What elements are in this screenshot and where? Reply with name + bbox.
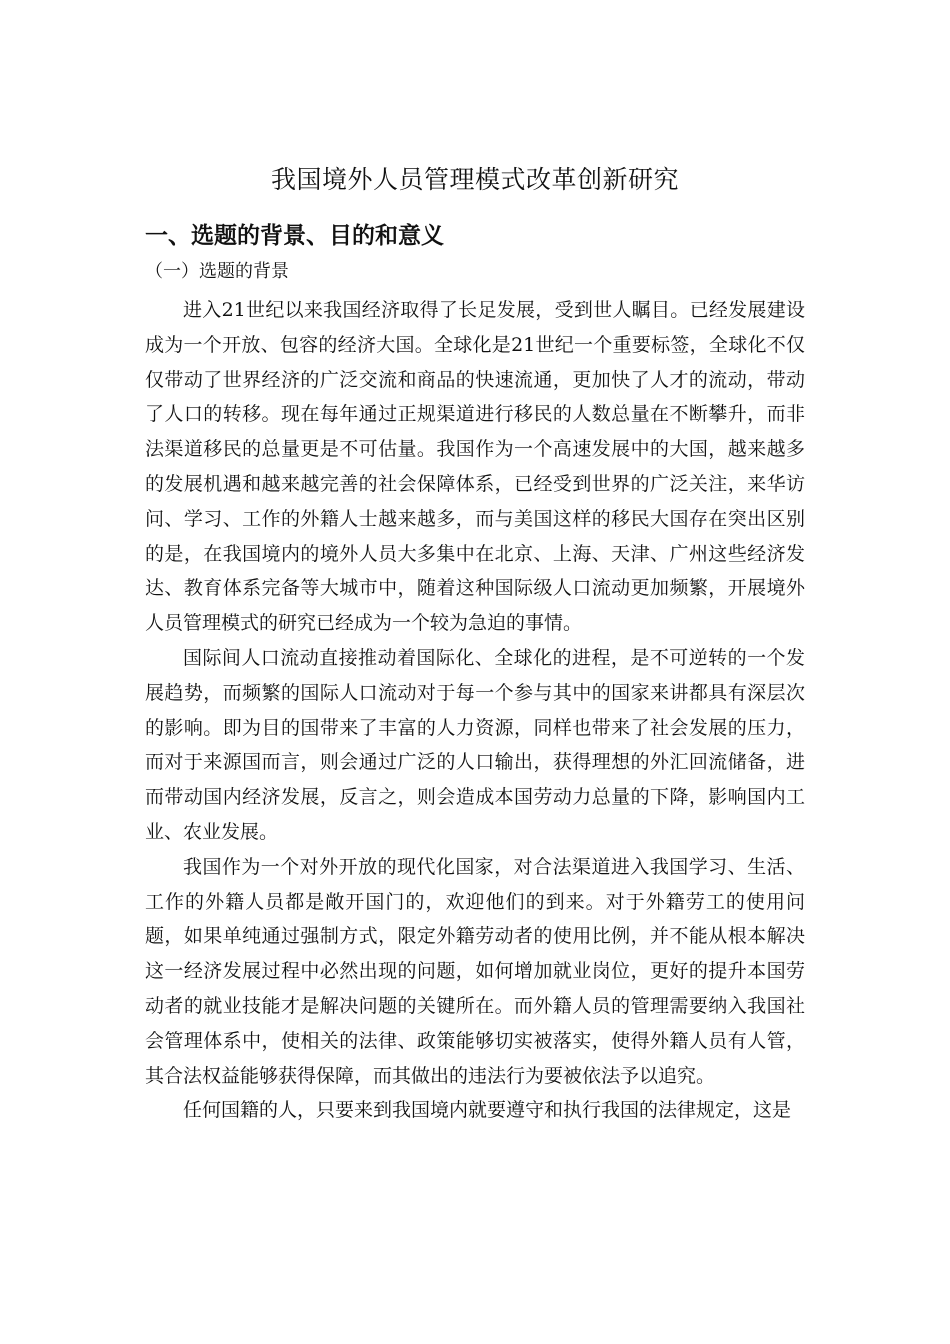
- body-paragraph: 任何国籍的人，只要来到我国境内就要遵守和执行我国的法律规定，这是: [183, 1099, 792, 1122]
- section-heading: 一、选题的背景、目的和意义: [145, 223, 444, 249]
- body-paragraph: 我国作为一个对外开放的现代化国家，对合法渠道进入我国学习、生活、工作的外籍人员都是敞开国门的，欢迎他们的到来。对于外籍劳工的使用问题，如果单纯通过强制方式，限定外籍劳动者的使用比例，并不能从根本解决这一经济发展过程中必然出现的问题，如何增加就业岗位，更好的提升本国劳动者的就业技能才是解决问题的关键所在。而外籍人员的管理需要纳入我国社会管理体系中，使相关的法律、政策能够切实被落实，使得外籍人员有人管，其合法权益能够获得保障，而其做出的违法行为要被依法予以追究。: [145, 855, 805, 1087]
- document-title: 我国境外人员管理模式改革创新研究: [270, 165, 679, 194]
- body-paragraph: 国际间人口流动直接推动着国际化、全球化的进程，是不可逆转的一个发展趋势，而频繁的国际人口流动对于每一个参与其中的国家来讲都具有深层次的影响。即为目的国带来了丰富的人力资源，同样也带来了社会发展的压力，而对于来源国而言，则会通过广泛的人口输出，获得理想的外汇回流储备，进而带动国内经济发展，反言之，则会造成本国劳动力总量的下降，影响国内工业、农业发展。: [145, 646, 805, 843]
- document-body: [145, 293, 805, 1128]
- subsection-heading: （一）选题的背景: [145, 261, 289, 282]
- body-paragraph: 进入21世纪以来我国经济取得了长足发展，受到世人瞩目。已经发展建设成为一个开放、包容的经济大国。全球化是21世纪一个重要标签，全球化不仅仅带动了世界经济的广泛交流和商品的快速流通，更加快了人才的流动，带动了人口的转移。现在每年通过正规渠道进行移民的人数总量在不断攀升，而非法渠道移民的总量更是不可估量。我国作为一个高速发展中的大国，越来越多的发展机遇和越来越完善的社会保障体系，已经受到世界的广泛关注，来华访问、学习、工作的外籍人士越来越多，而与美国这样的移民大国存在突出区别的是，在我国境内的境外人员大多集中在北京、上海、天津、广州这些经济发达、教育体系完备等大城市中，随着这种国际级人口流动更加频繁，开展境外人员管理模式的研究已经成为一个较为急迫的事情。: [145, 299, 805, 635]
